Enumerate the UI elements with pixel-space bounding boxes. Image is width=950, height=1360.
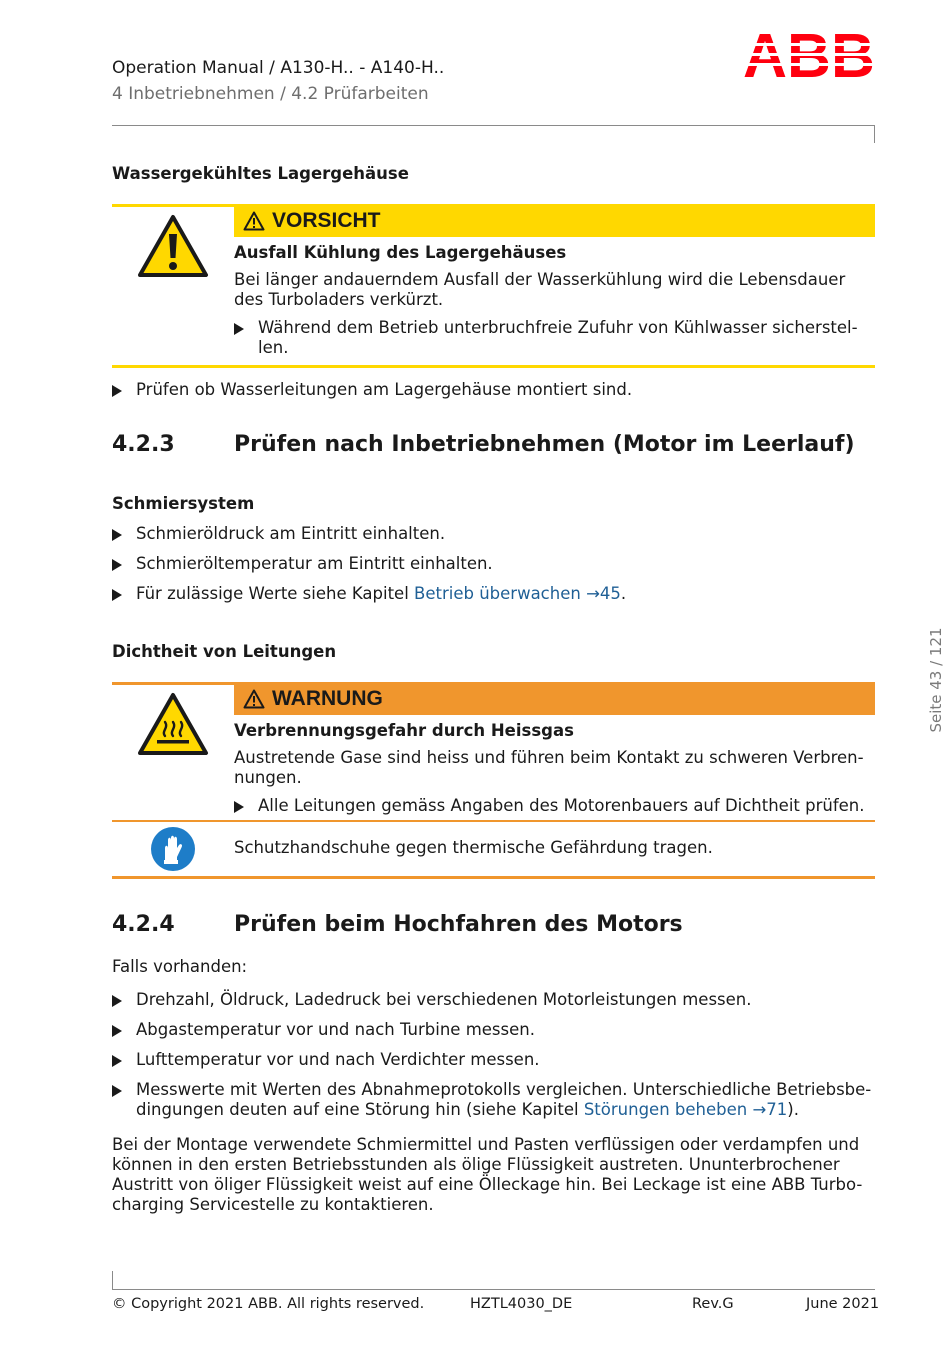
warning-bottom-bar xyxy=(112,876,875,879)
warning-text-line1: Austretende Gase sind heiss und führen beim Kontakt zu schweren Verbren- xyxy=(234,748,864,767)
header-divider-tick xyxy=(874,125,875,143)
caution-small-triangle-icon xyxy=(243,211,265,231)
ppe-instruction: Schutzhandschuhe gegen thermische Gefährdung tragen. xyxy=(234,838,713,857)
list-item: Für zulässige Werte siehe Kapitel Betrieb überwachen →45. xyxy=(112,584,872,606)
footer-divider-tick xyxy=(112,1271,113,1289)
list-item: Prüfen ob Wasserleitungen am Lagergehäuse montiert sind. xyxy=(112,380,872,402)
link-stoerungen-beheben[interactable]: Störungen beheben →71 xyxy=(583,1100,788,1119)
subsection-title-leak: Dichtheit von Leitungen xyxy=(112,642,337,661)
header-divider xyxy=(112,125,875,126)
section-heading-4-2-3: Prüfen nach Inbetriebnehmen (Motor im Leerlauf) xyxy=(234,432,855,457)
page-number-vertical: Seite 43 / 121 xyxy=(927,627,945,733)
list-item: Schmieröldruck am Eintritt einhalten. xyxy=(112,524,872,546)
section-number-4-2-4: 4.2.4 xyxy=(112,912,175,937)
bullet-arrow-icon xyxy=(234,801,244,813)
section-title-water-cooled: Wassergekühltes Lagergehäuse xyxy=(112,164,409,183)
bullet-arrow-icon xyxy=(112,559,122,571)
warning-signal-word: WARNUNG xyxy=(272,687,383,710)
footer-divider xyxy=(112,1289,875,1290)
warning-signal-band xyxy=(234,685,875,715)
abb-logo xyxy=(742,28,876,80)
warning-title: Verbrennungsgefahr durch Heissgas xyxy=(234,721,574,740)
section-heading-4-2-4: Prüfen beim Hochfahren des Motors xyxy=(234,912,683,937)
footer-copyright: © Copyright 2021 ABB. All rights reserved. xyxy=(112,1296,425,1312)
warning-text-line2: nungen. xyxy=(234,768,302,787)
caution-action-line2: len. xyxy=(258,338,289,357)
paragraph-line4: charging Servicestelle zu kontaktieren. xyxy=(112,1195,434,1214)
caution-signal-word: VORSICHT xyxy=(272,209,381,232)
footer-date: June 2021 xyxy=(806,1296,880,1312)
caution-text-line2: des Turboladers verkürzt. xyxy=(234,290,444,309)
header-breadcrumb: 4 Inbetriebnehmen / 4.2 Prüfarbeiten xyxy=(112,84,429,104)
list-item: Schmieröltemperatur am Eintritt einhalten. xyxy=(112,554,872,576)
paragraph-line2: können in den ersten Betriebsstunden als ölige Flüssigkeit austreten. Ununterbrochener xyxy=(112,1155,840,1174)
hot-surface-icon xyxy=(137,692,209,756)
intro-text: Falls vorhanden: xyxy=(112,957,248,976)
warning-action: Alle Leitungen gemäss Angaben des Motorenbauers auf Dichtheit prüfen. xyxy=(234,796,874,818)
bullet-arrow-icon xyxy=(112,385,122,397)
list-item: Abgastemperatur vor und nach Turbine messen. xyxy=(112,1020,872,1042)
bullet-arrow-icon xyxy=(234,323,244,335)
bullet-arrow-icon xyxy=(112,1025,122,1037)
bullet-arrow-icon xyxy=(112,589,122,601)
bullet-arrow-icon xyxy=(112,1085,122,1097)
warning-small-triangle-icon xyxy=(243,689,265,709)
caution-text-line1: Bei länger andauerndem Ausfall der Wasserkühlung wird die Lebensdauer xyxy=(234,270,846,289)
caution-signal-band xyxy=(234,207,875,237)
caution-bottom-bar xyxy=(112,365,875,368)
subsection-title-lube: Schmiersystem xyxy=(112,494,255,513)
bullet-arrow-icon xyxy=(112,529,122,541)
bullet-arrow-icon xyxy=(112,1055,122,1067)
paragraph-line3: Austritt von öliger Flüssigkeit weist auf eine Ölleckage hin. Bei Leckage ist eine ABB Turbo- xyxy=(112,1175,863,1194)
list-item: Lufttemperatur vor und nach Verdichter messen. xyxy=(112,1050,872,1072)
header-manual-title: Operation Manual / A130-H.. - A140-H.. xyxy=(112,58,445,78)
bullet-arrow-icon xyxy=(112,995,122,1007)
protective-gloves-icon xyxy=(150,826,196,872)
warning-separator xyxy=(112,820,875,822)
list-item: Messwerte mit Werten des Abnahmeprotokolls vergleichen. Unterschiedliche Betriebsbe- dingungen deuten auf eine Störung hin (siehe Kapitel Störungen beheben →71). xyxy=(112,1080,874,1122)
caution-action-line1: Während dem Betrieb unterbruchfreie Zufuhr von Kühlwasser sicherstel- xyxy=(258,318,858,337)
footer-revision: Rev.G xyxy=(692,1296,734,1312)
section-number-4-2-3: 4.2.3 xyxy=(112,432,175,457)
caution-title: Ausfall Kühlung des Lagergehäuses xyxy=(234,243,567,262)
footer-doc-id: HZTL4030_DE xyxy=(470,1296,573,1312)
paragraph-line1: Bei der Montage verwendete Schmiermittel und Pasten verflüssigen oder verdampfen und xyxy=(112,1135,860,1154)
caution-action xyxy=(234,318,874,360)
link-betrieb-ueberwachen[interactable]: Betrieb überwachen →45 xyxy=(414,584,621,603)
warning-triangle-icon xyxy=(137,214,209,278)
list-item: Drehzahl, Öldruck, Ladedruck bei verschiedenen Motorleistungen messen. xyxy=(112,990,872,1012)
